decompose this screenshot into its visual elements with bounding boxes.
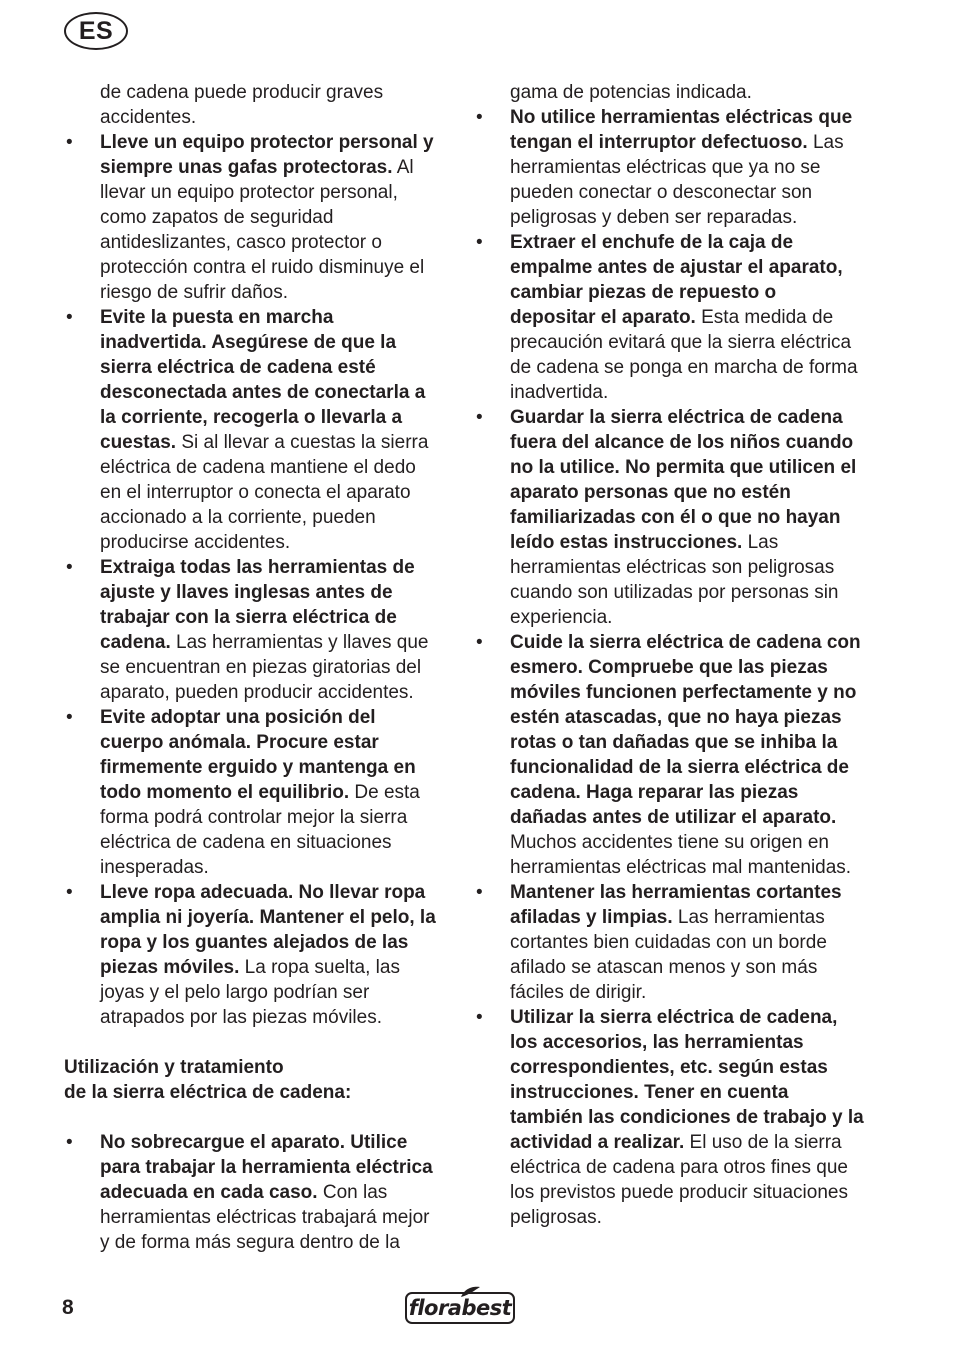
list-item-text: De esta forma podrá controlar mejor la sierra eléctrica de cadena en situaciones inesperadas. xyxy=(100,782,420,878)
right-bullet-list xyxy=(474,105,864,1230)
page-number: 8 xyxy=(62,1296,74,1319)
left-bullet-list-2 xyxy=(64,1130,442,1255)
list-item-text: El uso de la sierra eléctrica de cadena para otros fines que los previstos puede producir situaciones peligrosas. xyxy=(510,1132,848,1228)
list-item-bold: Extraer el enchufe de la caja de empalme antes de ajustar el aparato, cambiar piezas de repuesto o depositar el aparato. xyxy=(510,232,843,328)
brand-logo xyxy=(405,1286,517,1326)
list-item xyxy=(474,880,864,1005)
list-item-bold: Utilizar la sierra eléctrica de cadena, los accesorios, las herramientas correspondientes, etc. según estas instrucciones. Tener en cuenta también las condiciones de trabajo y la actividad a realizar. xyxy=(510,1007,864,1153)
section-heading-line-2: de la sierra eléctrica de cadena: xyxy=(64,1082,352,1103)
list-item-bold: Evite adoptar una posición del cuerpo anómala. Procure estar firmemente erguido y mantenga en todo momento el equilibrio. xyxy=(100,707,416,803)
list-item xyxy=(64,880,442,1030)
list-item-bold: Lleve ropa adecuada. No llevar ropa amplia ni joyería. Mantener el pelo, la ropa y los guantes alejados de las piezas móviles. xyxy=(100,882,436,978)
logo-text: florabest xyxy=(408,1296,512,1320)
list-item xyxy=(64,705,442,880)
list-item-text: Con las herramientas eléctricas trabajará mejor y de forma más segura dentro de la xyxy=(100,1182,430,1253)
list-item-bold: No sobrecargue el aparato. Utilice para trabajar la herramienta eléctrica adecuada en cada caso. xyxy=(100,1132,433,1203)
list-item-text: La ropa suelta, las joyas y el pelo largo podrían ser atrapados por las piezas móviles. xyxy=(100,957,400,1028)
list-item-text: Si al llevar a cuestas la sierra eléctrica de cadena mantiene el dedo en el interruptor o conecta el aparato accionado a la corriente, pueden producirse accidentes. xyxy=(100,432,429,553)
list-item xyxy=(474,405,864,630)
list-item xyxy=(474,1005,864,1230)
list-item-text: Las herramientas eléctricas que ya no se pueden conectar o desconectar son peligrosas y deben ser reparadas. xyxy=(510,132,844,228)
list-item xyxy=(64,130,442,305)
left-bullet-list-1 xyxy=(64,130,442,1030)
list-item xyxy=(474,630,864,880)
list-item-text: Esta medida de precaución evitará que la sierra eléctrica de cadena se ponga en marcha de forma inadvertida. xyxy=(510,307,858,403)
language-badge xyxy=(64,12,128,50)
list-item-text: Las herramientas cortantes bien cuidadas con un borde afilado se atascan menos y son más fáciles de dirigir. xyxy=(510,907,827,1003)
list-item-bold: Mantener las herramientas cortantes afiladas y limpias. xyxy=(510,882,842,928)
spacer xyxy=(64,1105,442,1130)
list-item-bold: Evite la puesta en marcha inadvertida. Asegúrese de que la sierra eléctrica de cadena esté desconectada antes de conectarla a la corriente, recogerla o llevarla a cuestas. xyxy=(100,307,426,453)
list-item-bold: Lleve un equipo protector personal y siempre unas gafas protectoras. xyxy=(100,132,434,178)
right-continuation-text: gama de potencias indicada. xyxy=(510,82,752,103)
list-item-text: Al llevar un equipo protector personal, como zapatos de seguridad antideslizantes, casco protector o protección contra el ruido disminuye el riesgo de sufrir daños. xyxy=(100,157,425,303)
language-code: ES xyxy=(78,16,114,45)
list-item-bold: Cuide la sierra eléctrica de cadena con esmero. Compruebe que las piezas móviles funcionen perfectamente y no estén atascadas, que no haya piezas rotas o tan dañadas que se inhiba la funcionalidad de la sierra eléctrica de cadena. Haga reparar las piezas dañadas antes de utilizar el aparato. xyxy=(510,632,861,828)
list-item-text: Muchos accidentes tiene su origen en herramientas eléctricas mal mantenidas. xyxy=(510,832,852,878)
list-item xyxy=(474,105,864,230)
list-item xyxy=(64,555,442,705)
list-item-bold: Guardar la sierra eléctrica de cadena fuera del alcance de los niños cuando no la utilice. No permita que utilicen el aparato personas que no estén familiarizadas con él o que no hayan leído estas instrucciones. xyxy=(510,407,857,553)
section-heading-line-1: Utilización y tratamiento xyxy=(64,1057,284,1078)
left-column xyxy=(64,80,442,1255)
list-item-text: Las herramientas y llaves que se encuentran en piezas giratorias del aparato, pueden producir accidentes. xyxy=(100,632,429,703)
list-item-bold: Extraiga todas las herramientas de ajuste y llaves inglesas antes de trabajar con la sierra eléctrica de cadena. xyxy=(100,557,415,653)
list-item xyxy=(64,305,442,555)
list-item xyxy=(64,1130,442,1255)
left-continuation-text: de cadena puede producir graves accidentes. xyxy=(100,82,384,128)
list-item-bold: No utilice herramientas eléctricas que tengan el interruptor defectuoso. xyxy=(510,107,853,153)
section-heading xyxy=(64,1055,442,1105)
list-item xyxy=(474,230,864,405)
right-column xyxy=(474,80,864,1230)
list-item-text: Las herramientas eléctricas son peligrosas cuando son utilizadas por personas sin experiencia. xyxy=(510,532,839,628)
